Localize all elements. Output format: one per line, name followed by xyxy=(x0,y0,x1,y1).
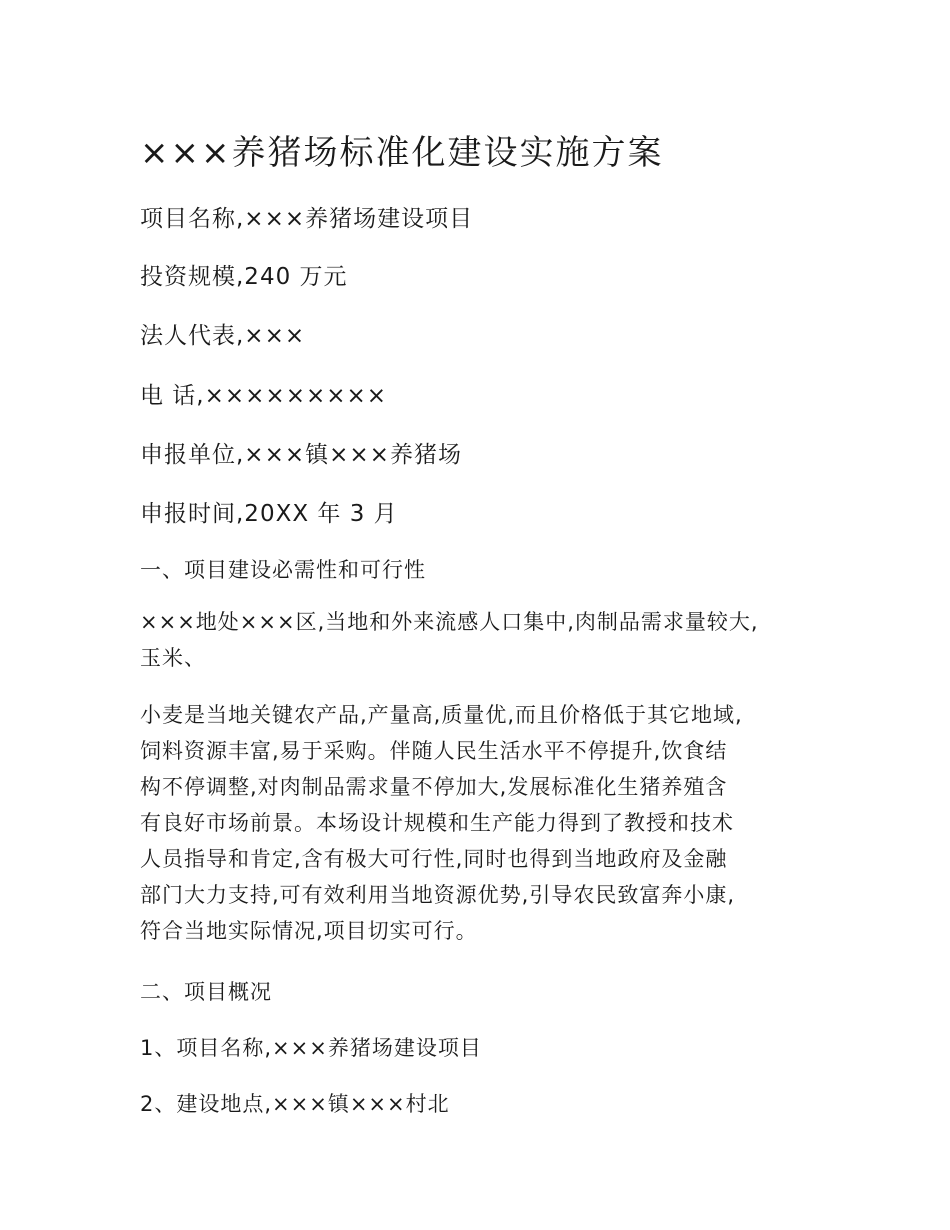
paragraph-2-line: 构不停调整,对肉制品需求量不停加大,发展标准化生猪养殖含 xyxy=(140,775,728,799)
paragraph-2-line: 人员指导和肯定,含有极大可行性,同时也得到当地政府及金融 xyxy=(140,847,728,871)
paragraph-1-line: ×××地处×××区,当地和外来流感人口集中,肉制品需求量较大, xyxy=(140,610,759,634)
section-1-heading: 一、项目建设必需性和可行性 xyxy=(140,558,426,582)
section-2-heading: 二、项目概况 xyxy=(140,980,272,1004)
paragraph-2-line: 部门大力支持,可有效利用当地资源优势,引导农民致富奔小康, xyxy=(140,883,736,907)
phone-line: 电 话,××××××××× xyxy=(140,383,388,409)
legal-rep-line: 法人代表,××× xyxy=(140,323,306,349)
paragraph-1-line: 玉米、 xyxy=(140,646,206,670)
item-1-line: 1、项目名称,×××养猪场建设项目 xyxy=(140,1036,482,1060)
document-title: ×××养猪场标准化建设实施方案 xyxy=(140,133,664,173)
paragraph-2-line: 符合当地实际情况,项目切实可行。 xyxy=(140,919,478,943)
project-name-line: 项目名称,×××养猪场建设项目 xyxy=(140,206,474,232)
date-line: 申报时间,20XX 年 3 月 xyxy=(140,501,398,527)
item-2-line: 2、建设地点,×××镇×××村北 xyxy=(140,1092,450,1116)
paragraph-2-line: 小麦是当地关键农产品,产量高,质量优,而且价格低于其它地域, xyxy=(140,703,743,727)
paragraph-1 xyxy=(140,604,820,676)
applicant-line: 申报单位,×××镇×××养猪场 xyxy=(140,442,462,468)
paragraph-2-line: 饲料资源丰富,易于采购。伴随人民生活水平不停提升,饮食结 xyxy=(140,739,728,763)
paragraph-2 xyxy=(140,697,820,949)
investment-line: 投资规模,240 万元 xyxy=(140,264,348,290)
paragraph-2-line: 有良好市场前景。本场设计规模和生产能力得到了教授和技术 xyxy=(140,811,734,835)
